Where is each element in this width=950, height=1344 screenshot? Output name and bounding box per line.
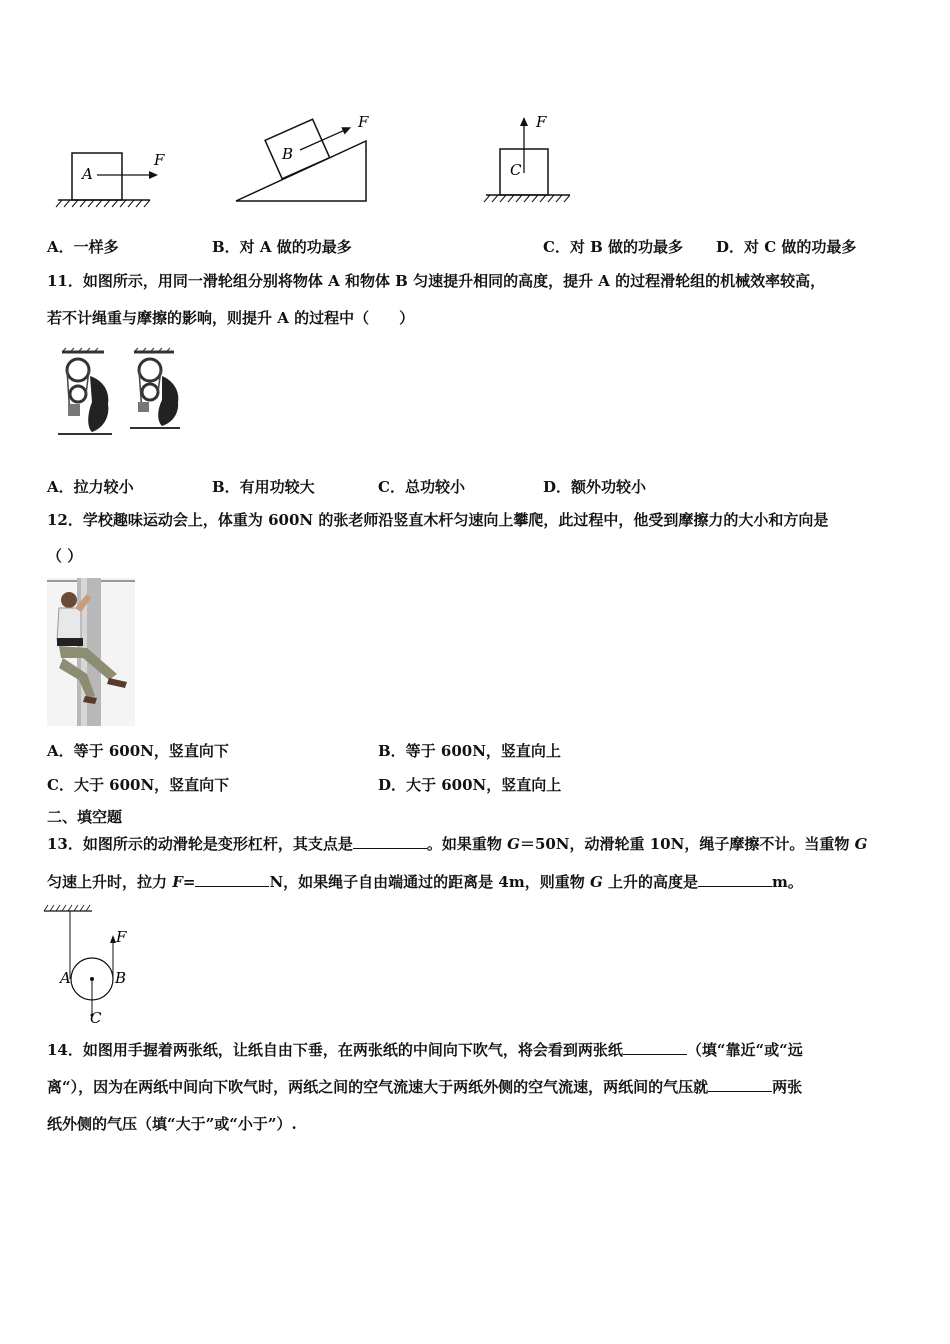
q12-option-c[interactable]: C．大于 600N，竖直向下	[47, 776, 230, 794]
q10-figure	[50, 105, 590, 215]
q10-option-c[interactable]: C．对 B 做的功最多	[543, 238, 684, 256]
q13-blank-fulcrum[interactable]	[353, 834, 427, 849]
q13-var-f: F	[172, 873, 183, 891]
label-c: C	[510, 161, 522, 179]
q10-option-a[interactable]: A．一样多	[47, 238, 119, 256]
pulley-setup-a	[58, 348, 112, 434]
q13-text-2e: m。	[771, 873, 803, 891]
q13-text-2c: N，如果绳子自由端通过的距离是 4m，则重物	[269, 873, 590, 891]
q12-option-b[interactable]: B．等于 600N，竖直向上	[378, 742, 561, 760]
q11-stem-line2: 若不计绳重与摩擦的影响，则提升 A 的过程中（ ）	[47, 309, 415, 327]
q13-label-c: C	[90, 1009, 102, 1027]
q13-var-g-3: G	[589, 873, 603, 891]
q13-text-1b: 。如果重物	[426, 835, 508, 853]
q13-text-2d: 上升的高度是	[602, 873, 698, 891]
q11-stem-line1: 11．如图所示，用同一滑轮组分别将物体 A 和物体 B 匀速提升相同的高度，提升 A 的过程滑轮组的机械效率较高，	[47, 272, 826, 290]
q13-var-g-2: G	[854, 835, 868, 853]
q11-option-c[interactable]: C．总功较小	[378, 478, 465, 496]
q13-label-b: B	[115, 969, 127, 987]
q13-pulley-figure	[44, 905, 134, 1027]
pulley-setup-b	[130, 348, 180, 428]
figure-a	[56, 151, 165, 207]
q10-option-d[interactable]: D．对 C 做的功最多	[716, 238, 857, 256]
q14-blank-move[interactable]	[623, 1040, 687, 1055]
figure-c	[484, 113, 570, 202]
q13-text-2b: =	[182, 873, 196, 891]
label-f-b: F	[358, 113, 369, 131]
section-title: 二、填空题	[47, 808, 123, 826]
q14-blank-pressure[interactable]	[708, 1077, 772, 1092]
q12-stem-line2: （ ）	[47, 547, 83, 565]
q11-option-b[interactable]: B．有用功较大	[212, 478, 315, 496]
q11-pulley-photo	[52, 346, 182, 441]
q13-text-1a: 13．如图所示的动滑轮是变形杠杆，其支点是	[47, 835, 353, 853]
q12-option-a[interactable]: A．等于 600N，竖直向下	[47, 742, 229, 760]
q13-blank-height[interactable]	[698, 872, 772, 887]
figure-b	[236, 106, 369, 201]
q14-stem-line2	[47, 1077, 802, 1097]
q13-label-a: A	[60, 969, 71, 987]
q14-text-1b: （填“靠近“或“远	[686, 1041, 803, 1059]
q14-text-1a: 14．如图用手握着两张纸，让纸自由下垂，在两张纸的中间向下吹气，将会看到两张纸	[47, 1041, 623, 1059]
q13-text-1c: ＝50N，动滑轮重 10N，绳子摩擦不计。当重物	[519, 835, 855, 853]
q13-stem-line1	[47, 834, 867, 854]
label-a: A	[82, 165, 93, 183]
q14-stem-line1	[47, 1040, 803, 1060]
q14-text-2a: 离“），因为在两纸中间向下吹气时，两纸之间的空气流速大于两纸外侧的空气流速，两纸间的气压就	[47, 1078, 709, 1096]
q14-text-2b: 两张	[772, 1078, 803, 1096]
q13-label-f: F	[116, 928, 127, 946]
q13-blank-force[interactable]	[195, 872, 269, 887]
label-f-c: F	[536, 113, 547, 131]
label-b: B	[282, 145, 294, 163]
q12-stem-line1: 12．学校趣味运动会上，体重为 600N 的张老师沿竖直木杆匀速向上攀爬，此过程中，他受到摩擦力的大小和方向是	[47, 511, 829, 529]
q11-option-a[interactable]: A．拉力较小	[47, 478, 134, 496]
q13-stem-line2	[47, 872, 803, 892]
q14-stem-line3: 纸外侧的气压（填“大于”或“小于”）.	[47, 1115, 297, 1133]
q13-text-2a: 匀速上升时，拉力	[47, 873, 173, 891]
q12-option-d[interactable]: D．大于 600N，竖直向上	[378, 776, 562, 794]
label-f-a: F	[154, 151, 165, 169]
q12-climber-photo	[47, 578, 135, 726]
q11-option-d[interactable]: D．额外功较小	[543, 478, 647, 496]
q10-option-b[interactable]: B．对 A 做的功最多	[212, 238, 352, 256]
q13-var-g: G	[507, 835, 520, 853]
